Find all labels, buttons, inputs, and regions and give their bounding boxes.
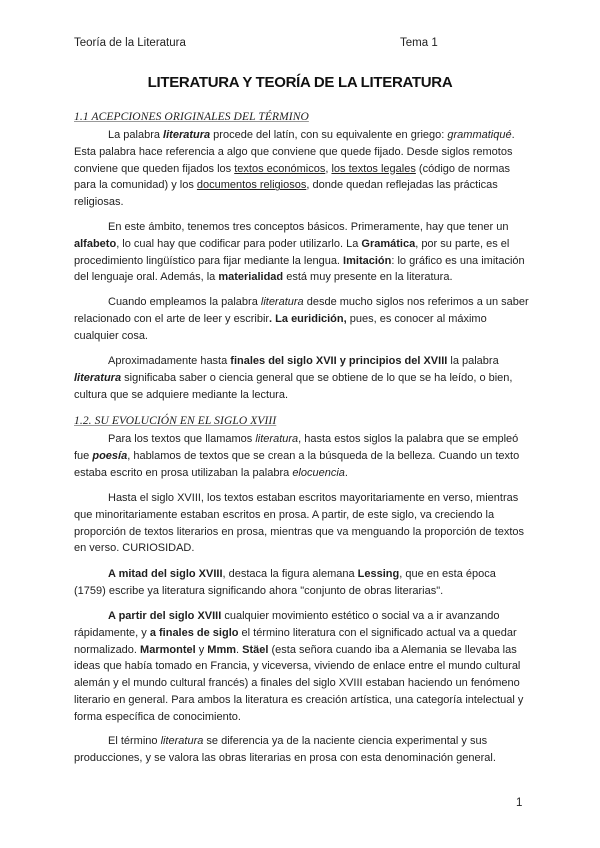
text-run: procede del latín, con su equivalente en griego: [210,129,448,141]
text-run: , por su parte, es el procedimiento lingüístico para fijar mediante la lengua. [74,237,510,267]
text-run-bold: euridición, [291,312,347,325]
text-run: pues, es conocer al máximo cualquier cosa. [74,312,487,342]
text-run: , donde quedan reflejadas las prácticas religiosas. [74,179,498,209]
text-run-bold: materialidad [218,271,284,284]
text-run-italic: literatura [255,433,299,445]
text-run-bold: Lessing [357,568,400,580]
paragraph-9 [74,733,530,767]
text-run-bold-italic: poesía [92,449,128,462]
text-run: El término [108,735,161,747]
section-heading-1-2: 1.2. SU EVOLUCIÓN EN EL SIGLO XVIII [74,415,277,427]
text-run-italic: literatura [260,296,304,308]
text-run: la palabra [447,355,499,367]
text-run-underlined: documentos religiosos [196,179,307,192]
text-run: y [195,643,208,656]
text-run: Aproximadamente hasta [108,355,231,367]
text-run: significaba saber o ciencia general que se obtiene de lo que se ha leído, o bien, cultura que se adquiere mediante la lectura. [74,371,513,401]
text-run-bold-italic: literatura [74,371,122,384]
text-run: , lo cual hay que codificar para poder utilizarlo. La [116,237,362,250]
text-run: . [344,466,348,479]
text-run-bold: a finales de siglo [149,626,239,639]
paragraph-5 [74,431,530,481]
text-run-bold: Imitación [343,254,392,267]
text-run: En este ámbito, tenemos tres conceptos básicos. Primeramente, hay que tener un [108,221,509,233]
text-run-italic: literatura [160,735,204,747]
text-run-bold: A partir del siglo XVIII [108,610,222,622]
text-run: . Esta palabra hace referencia a algo que conviene que quede fijado. Desde siglos remotos conviene que queden fijados los [74,129,515,175]
page-title: LITERATURA Y TEORÍA DE LA LITERATURA [147,74,453,91]
text-run: , hasta estos siglos la palabra que se empleó fue [74,433,519,462]
text-run: : lo gráfico es una imitación del lenguaje oral. Además, la [74,254,525,284]
text-run: desde mucho siglos nos referimos a un saber relacionado con el arte de leer y escribir [74,296,529,325]
text-run: está muy presente en la literatura. [283,271,453,284]
section-heading-1-1: 1.1 ACEPCIONES ORIGINALES DEL TÉRMINO [74,111,309,123]
text-run: , que en esta época (1759) escribe ya literatura significando ahora "conjunto de obras literarias". [74,568,496,597]
text-run-bold-italic: literatura [163,129,211,141]
text-run-bold: alfabeto [74,237,117,250]
paragraph-4 [74,353,530,403]
header-course-title: Teoría de la Literatura [74,37,186,49]
paragraph-8 [74,608,530,726]
text-run: La palabra [108,129,164,141]
paragraph-3 [74,294,530,344]
paragraph-2 [74,219,530,286]
text-run: Para los textos que llamamos [108,433,256,445]
text-run: , destaca la figura alemana [222,568,358,580]
text-run: el término literatura con el significado actual va a quedar normalizado. [74,626,517,656]
paragraph-6 [74,490,530,557]
text-run: (código de normas para la comunidad) y los [74,162,511,192]
text-run-underlined: los textos legales [331,162,416,175]
text-run-bold: A mitad del siglo XVIII [108,568,223,580]
text-run-bold: finales del siglo XVII y principios del XVIII [230,355,448,367]
text-run-bold: Marmontel [140,643,196,656]
text-run-underlined: textos económicos [234,162,326,175]
text-run: se diferencia ya de la naciente ciencia experimental y sus producciones, y se valora las obras literarias en prosa con esta denominación general. [74,735,496,764]
text-run: cualquier movimiento estético o social va a ir avanzando rápidamente, y [74,610,500,639]
paragraph-1 [74,127,530,211]
text-run: Cuando empleamos la palabra [108,296,261,308]
text-run-bold: Stäel [242,643,269,656]
text-run-bold: . La [269,312,292,325]
page-number: 1 [516,797,523,809]
text-run-italic: elocuencia [292,466,345,479]
paragraph-7 [74,566,530,600]
text-run: , hablamos de textos que se crean a la búsqueda de la belleza. Cuando un texto estaba escrito en prosa utilizaban la palabra [74,449,520,479]
text-run: Hasta el siglo XVIII, los textos estaban escritos mayoritariamente en verso, mientras que minoritariamente estaban escritos en prosa. A partir, de este siglo, va creciendo la proporción de textos literarios en prosa, mientras que va menguando la proporción de textos en verso. CURIOSIDAD. [74,492,525,555]
text-run-bold: Gramática [361,237,416,250]
text-run: (esta señora cuando iba a Alemania se llevaba las ideas que había tomado en Francia, y viceversa, viviendo de enlace entre el mundo cultural alemán y el mundo cultural francés) a finales del siglo XVIII estaban haciendo un fenómeno literario en general. Para ambos la literatura es creación artística, una categoría intelectual y forma específica de conocimiento. [74,643,524,723]
header-topic: Tema 1 [400,37,438,49]
text-run: . [236,643,243,656]
text-run-bold: Mmm [207,643,237,656]
text-run-italic: grammatiqué [447,129,512,141]
text-run: , [325,162,332,175]
